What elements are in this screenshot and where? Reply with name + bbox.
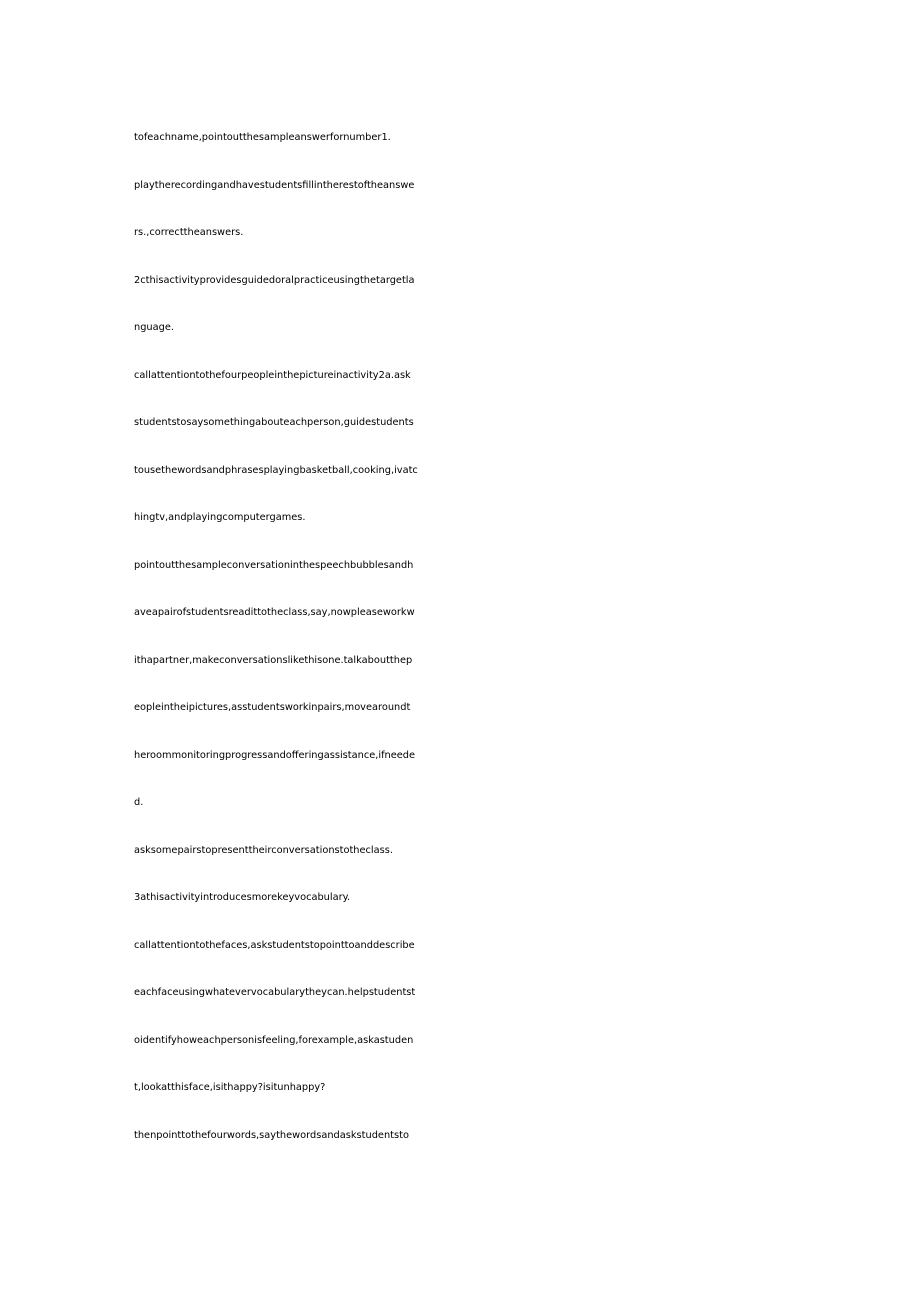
text-line: t,lookatthisface,isithappy?isitunhappy?	[134, 1082, 326, 1093]
text-line: aveapairofstudentsreadittotheclass,say,nowpleaseworkw	[134, 607, 415, 618]
text-line: hingtv,andplayingcomputergames.	[134, 512, 306, 523]
text-line: nguage.	[134, 322, 175, 333]
text-line: 3athisactivityintroducesmorekeyvocabulary.	[134, 892, 351, 903]
text-line: asksomepairstopresenttheirconversationstotheclass.	[134, 844, 393, 856]
text-line: playtherecordingandhavestudentsfillintherestoftheanswe	[134, 179, 415, 191]
text-line: heroommonitoringprogressandofferingassistance,ifneede	[134, 749, 416, 761]
text-line: pointoutthesampleconversationinthespeechbubblesandh	[134, 559, 414, 571]
text-line: oidentifyhoweachpersonisfeeling,forexample,askastuden	[134, 1034, 414, 1046]
text-line: studentstosaysomethingabouteachperson,guidestudents	[134, 417, 414, 428]
body-text	[134, 118, 794, 1163]
text-line: callattentiontothefaces,askstudentstopointtoanddescribe	[134, 939, 415, 951]
text-line: rs.,correcttheanswers.	[134, 227, 244, 238]
text-line: tousethewordsandphrasesplayingbasketball,cooking,ivatc	[134, 464, 418, 476]
text-line: ithapartner,makeconversationslikethisone.talkaboutthep	[134, 654, 413, 666]
text-line: d.	[134, 797, 144, 808]
text-line: thenpointtothefourwords,saythewordsandaskstudentsto	[134, 1129, 409, 1141]
text-line: callattentiontothefourpeopleinthepictureinactivity2a.ask	[134, 369, 411, 381]
text-line: eopleintheipictures,asstudentsworkinpairs,movearoundt	[134, 702, 411, 713]
text-line: 2cthisactivityprovidesguidedoralpracticeusingthetargetla	[134, 274, 415, 286]
text-line: eachfaceusingwhatevervocabularytheycan.helpstudentst	[134, 987, 416, 998]
text-line: tofeachname,pointoutthesampleanswerfornumber1.	[134, 132, 391, 143]
